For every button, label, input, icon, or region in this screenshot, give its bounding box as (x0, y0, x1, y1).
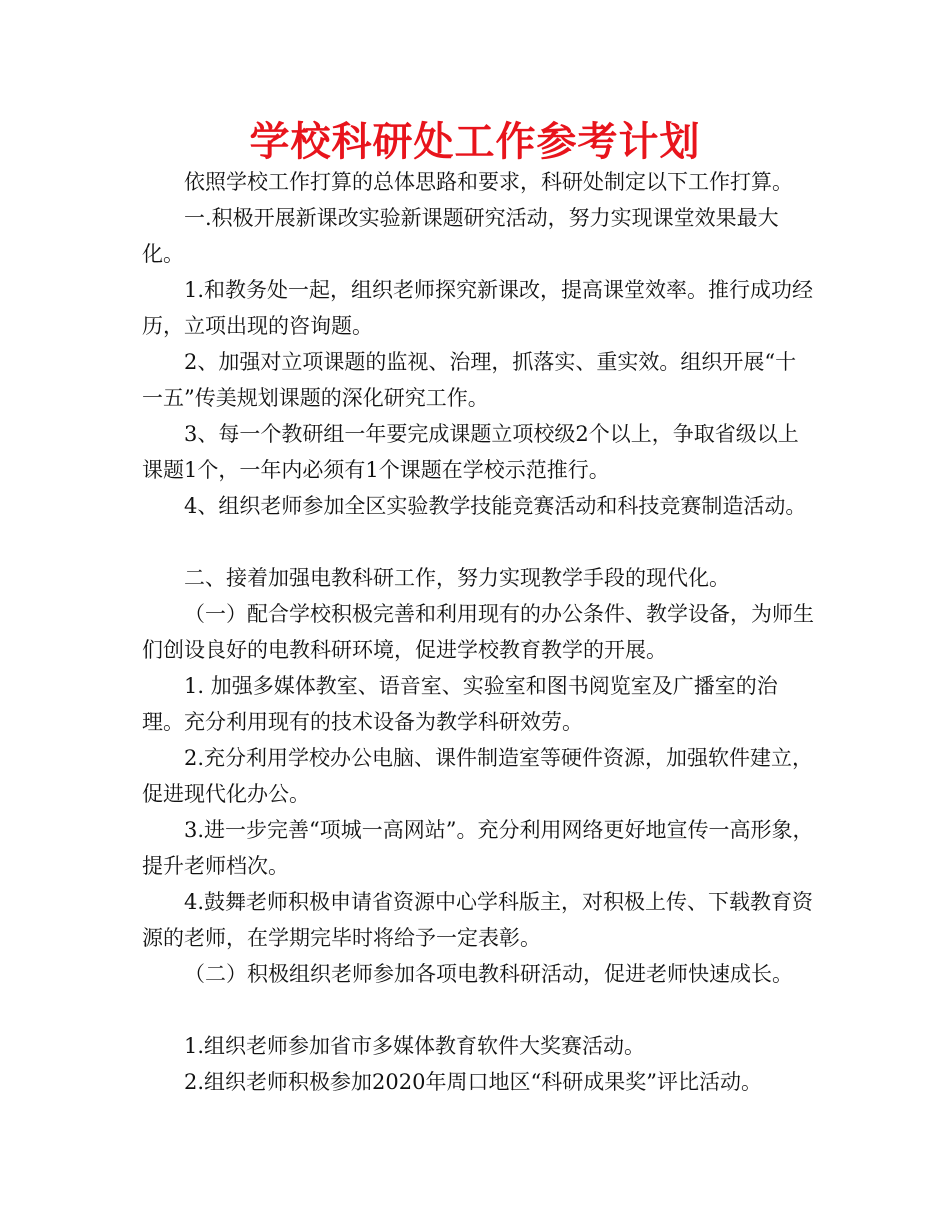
subsection-one-item-2: 2.充分利用学校办公电脑、课件制造室等硬件资源，加强软件建立，促进现代化办公。 (142, 746, 814, 806)
subsection-two-heading: （二）积极组织老师参加各项电教科研活动，促进老师快速成长。 (184, 962, 793, 986)
section-two-heading: 二、接着加强电教科研工作，努力实现教学手段的现代化。 (184, 566, 730, 590)
section-one-item-1: 1.和教务处一起，组织老师探究新课改，提高课堂效率。推行成功经历，立项出现的咨询题。 (142, 278, 814, 338)
subsection-two-item-2: 2.组织老师积极参加2020年周口地区“科研成果奖”评比活动。 (184, 1070, 762, 1094)
intro-paragraph: 依照学校工作打算的总体思路和要求，科研处制定以下工作打算。 (184, 170, 793, 194)
document-body (142, 164, 814, 1100)
subsection-one-heading: （一）配合学校积极完善和利用现有的办公条件、教学设备，为师生们创设良好的电教科研环境，促进学校教育教学的开展。 (142, 602, 814, 662)
section-one-item-2: 2、加强对立项课题的监视、治理，抓落实、重实效。组织开展“十一五”传美规划课题的深化研究工作。 (142, 350, 797, 410)
section-one-item-4: 4、组织老师参加全区实验教学技能竞赛活动和科技竞赛制造活动。 (184, 494, 807, 518)
section-one-heading: 一.积极开展新课改实验新课题研究活动，努力实现课堂效果最大化。 (142, 206, 779, 266)
subsection-two-item-1: 1.组织老师参加省市多媒体教育软件大奖赛活动。 (184, 1034, 646, 1058)
subsection-one-item-3: 3.进一步完善“项城一高网站”。充分利用网络更好地宣传一高形象，提升老师档次。 (142, 818, 814, 878)
section-one-item-3: 3、每一个教研组一年要完成课题立项校级2个以上，争取省级以上课题1个，一年内必须有1个课题在学校示范推行。 (142, 422, 799, 482)
subsection-one-item-4: 4.鼓舞老师积极申请省资源中心学科版主，对积极上传、下载教育资源的老师，在学期完毕时将给予一定表彰。 (142, 890, 814, 950)
document-title: 学校科研处工作参考计划 (249, 119, 701, 165)
subsection-one-item-1: 1. 加强多媒体教室、语音室、实验室和图书阅览室及广播室的治理。充分利用现有的技术设备为教学科研效劳。 (142, 674, 778, 734)
